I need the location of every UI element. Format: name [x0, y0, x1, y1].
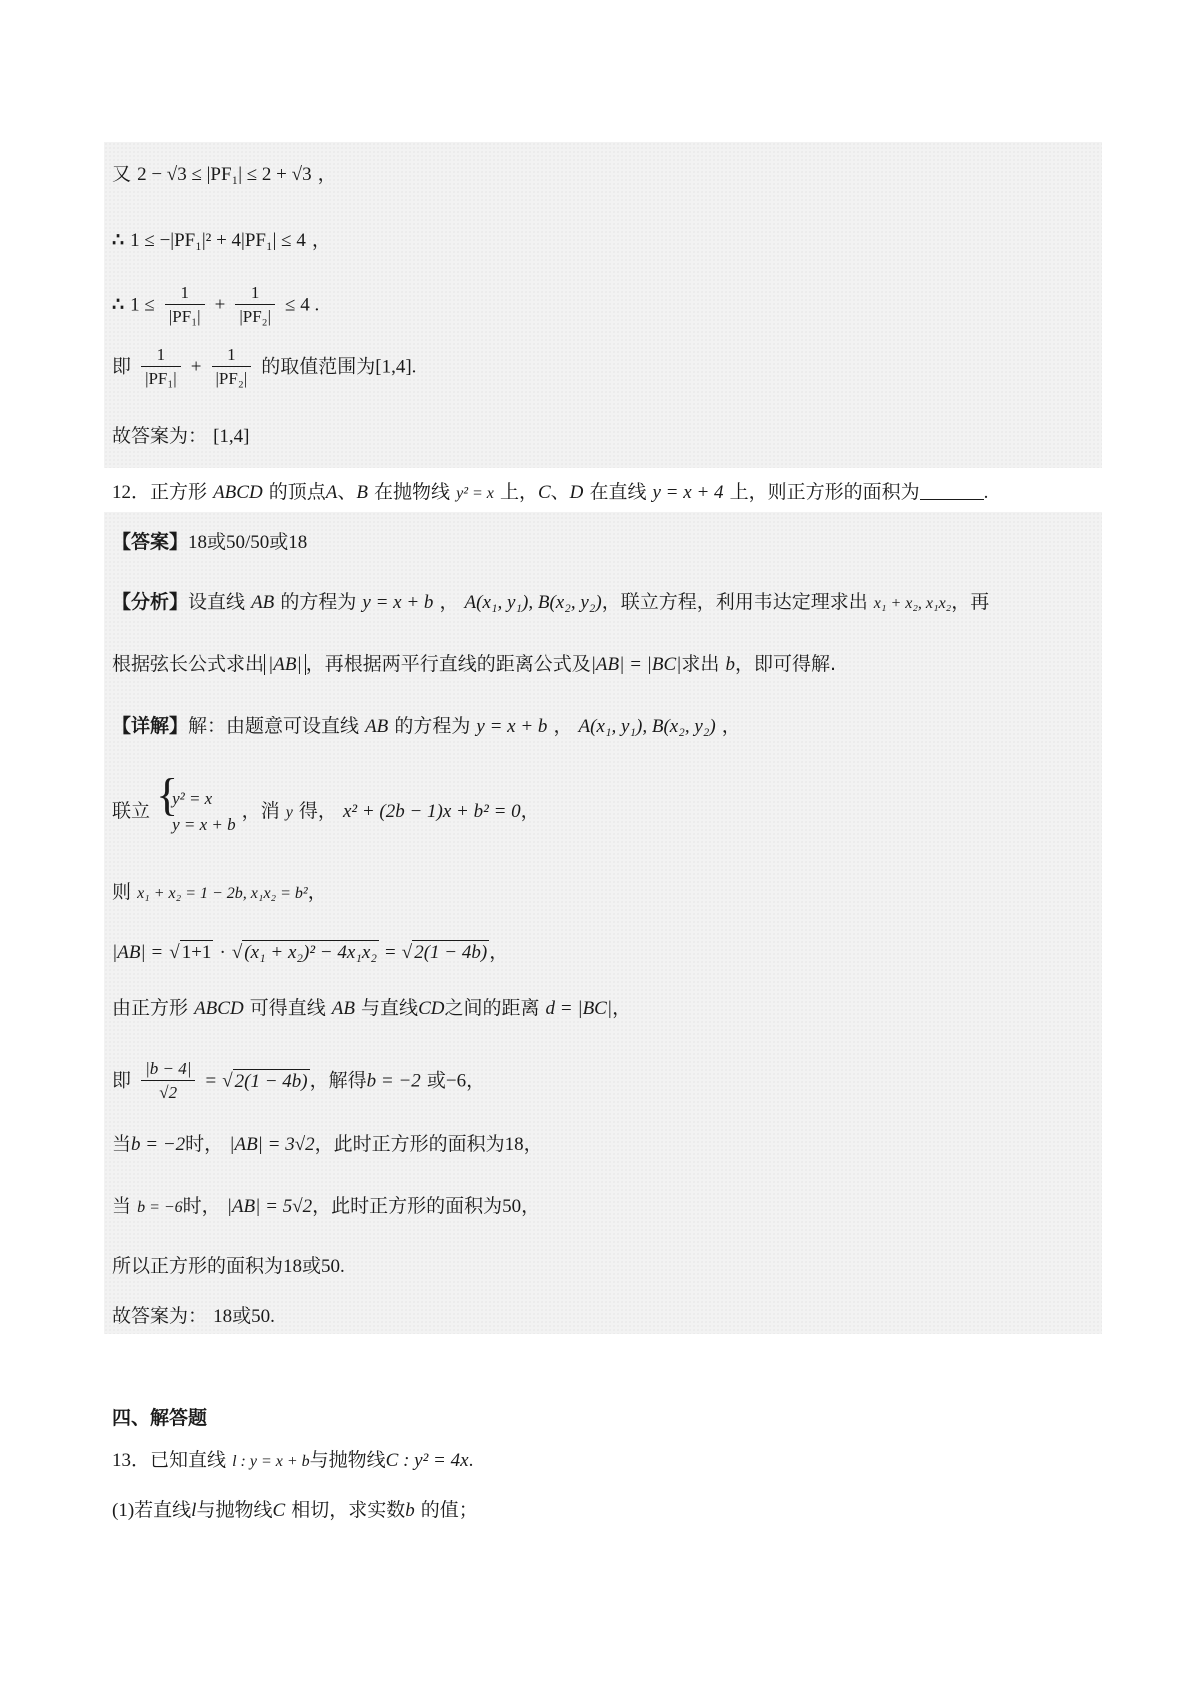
- system-row: y² = x: [172, 789, 213, 808]
- text: ，: [553, 715, 573, 737]
- text: 相切，求实数: [291, 1499, 406, 1521]
- text: ，即可得解.: [734, 653, 837, 675]
- text: 联立: [112, 800, 151, 822]
- text: 或: [232, 1305, 252, 1327]
- math-expr: |AB| = 3√2: [229, 1134, 315, 1155]
- fraction: [141, 1058, 195, 1105]
- analysis-tag: 【分析】: [112, 591, 189, 613]
- text: ，: [439, 591, 459, 613]
- text: 时，: [185, 1133, 224, 1155]
- answer-blank: [920, 481, 984, 500]
- math-expr: |AB| = 5√2: [226, 1196, 313, 1217]
- text: 上，: [499, 481, 538, 503]
- text: .: [983, 482, 989, 503]
- math-var: AB: [365, 716, 389, 737]
- solve-line: 即 $\frac{|b - 4|}{√2}$ = √ 2(1 − 4b) ，解得b = −2 或−6，: [112, 1058, 485, 1105]
- math-expr: x₁ + x₂ = 1 − 2b, x₁x₂ = b²: [137, 885, 308, 902]
- therefore-symbol: ∴: [112, 230, 125, 251]
- math-expr: 1 ≤ −|PF₁|² + 4|PF₁| ≤ 4: [130, 230, 306, 251]
- text: 可得直线: [249, 997, 326, 1019]
- text: .: [270, 1306, 275, 1327]
- detail-tag: 【详解】: [112, 715, 189, 737]
- text: 故答案为：: [112, 425, 208, 447]
- text: 与直线: [361, 997, 419, 1019]
- text: ，: [721, 715, 741, 737]
- math-var: b: [405, 1500, 415, 1521]
- math-expr: ≤ 4 .: [285, 294, 320, 316]
- section-heading: 四、解答题: [112, 1407, 208, 1429]
- fraction-denominator: |PF₁|: [168, 307, 201, 326]
- math-expr: l : y = x + b: [232, 1453, 310, 1470]
- text: 的方程为: [394, 715, 471, 737]
- text: ，: [520, 800, 540, 822]
- text: ，消: [241, 800, 280, 822]
- q11-line-3: [112, 282, 319, 329]
- text: 设直线: [188, 591, 246, 613]
- text: 由正方形: [112, 997, 189, 1019]
- math-expr: A(x₁, y₁), B(x₂, y₂): [464, 592, 602, 613]
- fraction-denominator: √2: [159, 1083, 178, 1102]
- text: 正方形: [150, 481, 208, 503]
- q11-line-4: [112, 344, 416, 391]
- plus-sign: +: [190, 356, 202, 378]
- text: ，再: [951, 591, 990, 613]
- math-var: A: [325, 482, 338, 503]
- text: 即: [112, 1069, 132, 1092]
- fraction: [165, 282, 205, 329]
- text: 、: [550, 481, 570, 503]
- conclusion-line: [112, 1254, 345, 1279]
- math-expr: [1,4]: [213, 426, 250, 447]
- text: 求出: [681, 653, 720, 675]
- text: 或: [426, 1069, 446, 1092]
- math-var: ABCD: [213, 482, 263, 503]
- fraction: [235, 282, 275, 329]
- answer-value: 18或50/50或18: [188, 532, 308, 553]
- text: 时，: [182, 1195, 221, 1217]
- text: 又: [112, 163, 132, 185]
- math-expr: d = |BC|: [545, 998, 613, 1019]
- text: 若直线: [134, 1499, 192, 1521]
- math-var: CD: [418, 998, 445, 1019]
- math-expr: x² + (2b − 1)x + b² = 0: [342, 801, 521, 822]
- question-number: 12．: [112, 482, 151, 503]
- text: 已知直线: [150, 1449, 227, 1471]
- case-2-line: [112, 1194, 540, 1220]
- text: ，再根据两平行直线的距离公式及: [305, 653, 591, 675]
- math-var: B: [356, 482, 368, 503]
- fraction-numerator: 1: [141, 344, 181, 367]
- text: ，: [489, 941, 509, 963]
- math-var: b: [725, 654, 735, 675]
- q11-final-answer: [112, 424, 249, 449]
- question-13: [112, 1448, 473, 1474]
- fraction-numerator: |b − 4|: [141, 1058, 195, 1081]
- question-12: [112, 480, 988, 506]
- math-expr: −6: [445, 1070, 467, 1092]
- equation-system: [156, 769, 236, 838]
- text: 得，: [298, 800, 337, 822]
- text: 与抛物线: [196, 1499, 273, 1521]
- text: 当: [112, 1133, 132, 1155]
- part-number: (1): [112, 1500, 135, 1521]
- q12-final-answer: [112, 1304, 275, 1329]
- fraction-numerator: 1: [235, 282, 275, 305]
- plus-sign: +: [214, 294, 226, 316]
- fraction-denominator: |PF₂|: [239, 307, 271, 326]
- text: 的方程为: [280, 591, 357, 613]
- math-expr: |AB| =: [112, 942, 164, 963]
- math-expr: |AB|: [264, 654, 306, 675]
- distance-line: [112, 996, 631, 1021]
- text: ，此时正方形的面积为: [314, 1133, 505, 1155]
- text: ，: [521, 1195, 541, 1217]
- equals-sign: =: [385, 942, 396, 963]
- math-expr: [1,4].: [375, 356, 417, 378]
- text: 上，则正方形的面积为: [729, 481, 920, 503]
- sqrt-content: 1+1: [181, 942, 212, 963]
- math-expr: 50: [251, 1306, 271, 1327]
- text: 即: [112, 355, 132, 378]
- math-expr: b = −6: [137, 1199, 183, 1216]
- math-expr: A(x₁, y₁), B(x₂, y₂): [578, 716, 716, 737]
- sqrt-content: 2(1 − 4b): [234, 1070, 308, 1092]
- fraction: [212, 344, 252, 391]
- answer-tag: 【答案】: [112, 531, 189, 553]
- equals-sign: =: [205, 1070, 217, 1092]
- math-expr: 2 − √3 ≤ |PF₁| ≤ 2 + √3: [137, 164, 312, 185]
- math-expr: y = x + b: [362, 592, 434, 613]
- math-expr: |AB| = |BC|: [590, 654, 682, 675]
- text: ，: [523, 1133, 543, 1155]
- text: 的顶点: [268, 481, 326, 503]
- text: 当: [112, 1195, 132, 1217]
- fraction-denominator: |PF₁|: [145, 369, 177, 388]
- text: 或: [302, 1255, 322, 1277]
- question-number: 13．: [112, 1450, 151, 1471]
- math-expr: 18: [213, 1306, 233, 1327]
- text: ，: [612, 997, 632, 1019]
- answer-line: [112, 530, 307, 555]
- detail-line-1: [112, 714, 741, 739]
- math-expr: 18: [504, 1134, 524, 1155]
- fraction: [141, 344, 181, 391]
- fraction-denominator: |PF₂|: [215, 369, 248, 388]
- text: 故答案为：: [112, 1305, 208, 1327]
- text: 所以正方形的面积为: [112, 1255, 284, 1277]
- q11-line-1: [112, 162, 337, 187]
- case-1-line: [112, 1132, 543, 1157]
- text: ，: [311, 229, 331, 251]
- sqrt-content: (x₁ + x₂)² − 4x₁x₂: [244, 942, 377, 963]
- math-var: C: [537, 482, 551, 503]
- text: 解：由题意可设直线: [188, 715, 360, 737]
- fraction-numerator: 1: [165, 282, 205, 305]
- q11-line-2: [112, 228, 331, 253]
- math-var: y: [285, 804, 293, 821]
- text: 与抛物线: [309, 1449, 386, 1471]
- math-expr: y² = x: [456, 485, 494, 502]
- math-expr: b = −2: [366, 1070, 421, 1092]
- math-expr: b = −2: [131, 1134, 186, 1155]
- math-expr: 50: [321, 1256, 341, 1277]
- therefore-symbol: ∴: [112, 294, 125, 316]
- text: 则: [112, 881, 132, 903]
- vieta-line: [112, 880, 327, 906]
- text: 在直线: [589, 481, 647, 503]
- text: .: [468, 1450, 474, 1471]
- question-13-part-1: [112, 1498, 478, 1523]
- text: ，联立方程，利用韦达定理求出: [601, 591, 868, 613]
- analysis-line-2: [112, 652, 836, 677]
- dot-operator: ·: [219, 942, 226, 963]
- math-var: D: [569, 482, 584, 503]
- math-var: AB: [331, 998, 355, 1019]
- math-var: C: [272, 1500, 286, 1521]
- fraction-numerator: 1: [212, 344, 252, 367]
- text: ，: [466, 1069, 486, 1092]
- text: 在抛物线: [374, 481, 451, 503]
- text: ，解得: [309, 1069, 367, 1092]
- text: 的值；: [420, 1499, 478, 1521]
- system-row: y = x + b: [172, 815, 236, 834]
- analysis-line-1: [112, 590, 989, 616]
- math-var: AB: [251, 592, 275, 613]
- math-expr: 18: [283, 1256, 303, 1277]
- text: ，: [307, 881, 327, 903]
- text: 、: [337, 481, 357, 503]
- text: 之间的距离: [444, 997, 540, 1019]
- text: ，此时正方形的面积为: [312, 1195, 503, 1217]
- math-expr: 1 ≤: [130, 294, 155, 316]
- text: 根据弦长公式求出: [112, 653, 265, 675]
- math-expr: C : y² = 4x: [385, 1450, 469, 1471]
- text: 的取值范围为: [261, 355, 376, 378]
- math-expr: y = x + b: [476, 716, 548, 737]
- brace-icon: {: [156, 769, 179, 820]
- text: ，: [317, 163, 337, 185]
- math-expr: 50: [502, 1196, 522, 1217]
- text: .: [340, 1256, 345, 1277]
- math-var: ABCD: [194, 998, 244, 1019]
- math-var: l: [191, 1500, 197, 1521]
- chord-length-line: |AB| = √ 1+1 · √ (x₁ + x₂)² − 4x₁x₂ = √ 2(1 − 4b) ，: [112, 941, 509, 963]
- system-line: [112, 769, 540, 838]
- sqrt-content: 2(1 − 4b): [414, 942, 488, 963]
- math-expr: x₁ + x₂, x₁x₂: [873, 595, 952, 612]
- math-expr: y = x + 4: [652, 482, 724, 503]
